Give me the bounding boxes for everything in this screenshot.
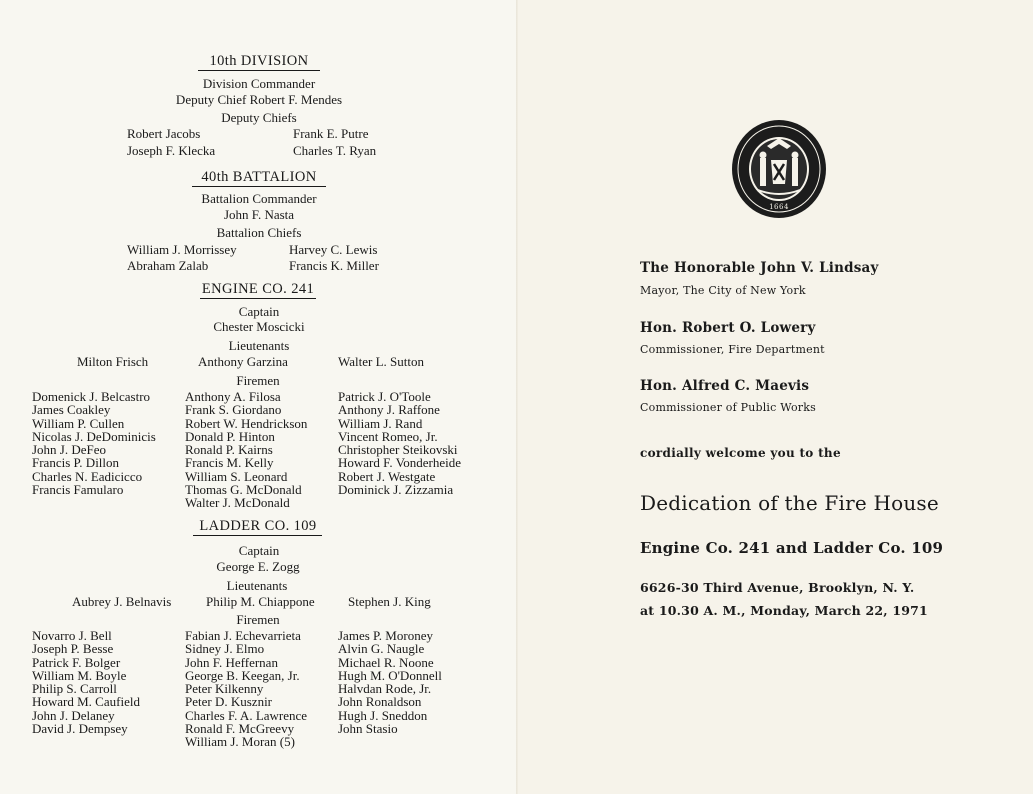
battalion-chief-name: Francis K. Miller [289,258,379,273]
fireman-name: Robert W. Hendrickson [185,415,308,431]
battalion-heading: 40th BATTALION [201,169,317,185]
fireman-name: Alvin G. Naugle [338,641,425,657]
host-name: Hon. Alfred C. Maevis [640,378,810,394]
ladder-lieutenant-name: Aubrey J. Belnavis [72,594,172,609]
engine-lieutenant-name: Walter L. Sutton [338,354,424,369]
battalion-commander-name: John F. Nasta [223,207,295,222]
fireman-name: John Stasio [338,721,398,737]
fireman-name: William P. Cullen [32,415,125,431]
deputy-chief-name: Joseph F. Klecka [127,143,216,158]
battalion-chief-name: Abraham Zalab [127,258,209,273]
fireman-name: Anthony A. Filosa [185,389,281,404]
fireman-name: John J. Delaney [32,707,115,723]
battalion-chief-name: William J. Morrissey [127,242,237,257]
engine-firemen-column [185,390,307,510]
fireman-name: John F. Heffernan [185,654,278,670]
host-title: Commissioner of Public Works [640,401,816,414]
fireman-name: Ronald F. McGreevy [185,721,295,737]
host-name: The Honorable John V. Lindsay [640,260,879,276]
fireman-name: John Ronaldson [338,694,422,710]
fireman-name: Charles F. A. Lawrence [185,707,308,723]
fireman-name: Patrick J. O'Toole [338,389,431,404]
fireman-name: David J. Dempsey [32,721,128,737]
fireman-name: Francis Famularo [32,482,124,498]
engine-lieutenant-name: Anthony Garzina [198,354,288,369]
welcome-text: cordially welcome you to the [640,446,841,460]
engine-captain-label: Captain [238,304,280,319]
battalion-commander-label: Battalion Commander [201,191,317,206]
fireman-name: Joseph P. Besse [32,641,114,657]
fireman-name: Philip S. Carroll [32,681,117,697]
fireman-name: Fabian J. Echevarrieta [185,628,301,643]
engine-captain-name: Chester Moscicki [213,319,305,334]
fireman-name: Frank S. Giordano [185,402,282,418]
engine-lieutenants-label: Lieutenants [228,338,290,353]
division-heading-underline [198,70,320,71]
fireman-name: Halvdan Rode, Jr. [338,681,432,697]
host-title: Mayor, The City of New York [640,284,806,297]
fireman-name: Charles N. Eadicicco [32,468,143,484]
fireman-name: Robert J. Westgate [338,468,436,484]
fireman-name: Hugh M. O'Donnell [338,667,442,683]
fireman-name: Domenick J. Belcastro [32,389,151,404]
deputy-chief-name: Charles T. Ryan [293,143,377,158]
deputy-chief-name: Frank E. Putre [293,126,369,141]
fireman-name: Patrick F. Bolger [32,654,121,670]
seal-year: 1664 [769,203,789,211]
fireman-name: William S. Leonard [185,468,288,484]
fireman-name: Thomas G. McDonald [185,482,302,498]
engine-firemen-label: Firemen [236,373,280,388]
fireman-name: Walter J. McDonald [185,495,290,511]
ladder-lieutenants-label: Lieutenants [226,578,288,593]
fireman-name: William J. Rand [338,415,423,431]
fireman-name: Howard F. Vonderheide [338,455,462,471]
deputy-chief-name: Robert Jacobs [127,126,201,141]
event-title: Dedication of the Fire House [640,491,939,515]
division-heading: 10th DIVISION [209,53,309,69]
ladder-heading: LADDER CO. 109 [199,518,317,534]
engine-heading-underline [200,298,316,299]
fireman-name: Francis M. Kelly [185,455,274,471]
battalion-heading-underline [192,186,326,187]
fireman-name: James P. Moroney [338,628,433,643]
ladder-captain-name: George E. Zogg [216,559,300,574]
ladder-firemen-column [32,629,140,735]
fireman-name: Ronald P. Kairns [185,442,273,458]
ladder-firemen-column [338,629,442,735]
fireman-name: John J. DeFeo [32,442,107,458]
ladder-lieutenant-name: Philip M. Chiappone [206,594,315,609]
fireman-name: George B. Keegan, Jr. [185,667,300,683]
fireman-name: Michael R. Noone [338,654,434,670]
ladder-captain-label: Captain [238,543,280,558]
fireman-name: Sidney J. Elmo [185,641,265,657]
ladder-firemen-column [185,629,307,749]
fireman-name: Hugh J. Sneddon [338,707,428,723]
fireman-name: Nicolas J. DeDominicis [32,428,156,444]
fireman-name: Howard M. Caufield [32,694,140,710]
fireman-name: William J. Moran (5) [185,734,295,750]
ladder-heading-underline [193,535,322,536]
deputy-chiefs-label: Deputy Chiefs [221,110,297,125]
division-commander-name: Deputy Chief Robert F. Mendes [175,92,343,107]
fireman-name: Peter D. Kusznir [185,694,273,710]
fireman-name: Dominick J. Zizzamia [338,482,454,498]
event-subtitle: Engine Co. 241 and Ladder Co. 109 [640,539,944,557]
ladder-lieutenant-name: Stephen J. King [348,594,431,609]
fireman-name: Christopher Steikovski [338,442,458,458]
fireman-name: Donald P. Hinton [185,428,275,444]
fireman-name: James Coakley [32,402,111,418]
fireman-name: Novarro J. Bell [32,628,112,643]
fireman-name: William M. Boyle [32,667,127,683]
engine-firemen-column [338,390,461,496]
event-address: 6626-30 Third Avenue, Brooklyn, N. Y. [640,580,915,595]
fireman-name: Anthony J. Raffone [338,402,440,418]
battalion-chiefs-label: Battalion Chiefs [216,225,302,240]
division-commander-label: Division Commander [202,76,316,91]
engine-heading: ENGINE CO. 241 [201,281,315,297]
host-name: Hon. Robert O. Lowery [640,320,816,336]
battalion-chief-name: Harvey C. Lewis [289,242,378,257]
fireman-name: Vincent Romeo, Jr. [338,428,438,444]
city-seal-icon [730,118,828,220]
fireman-name: Francis P. Dillon [32,455,120,471]
invitation-page [518,0,1033,794]
engine-firemen-column [32,390,156,496]
fireman-name: Peter Kilkenny [185,681,264,697]
event-datetime: at 10.30 A. M., Monday, March 22, 1971 [640,603,928,618]
ladder-firemen-label: Firemen [236,612,280,627]
engine-lieutenant-name: Milton Frisch [77,354,149,369]
host-title: Commissioner, Fire Department [640,343,825,356]
